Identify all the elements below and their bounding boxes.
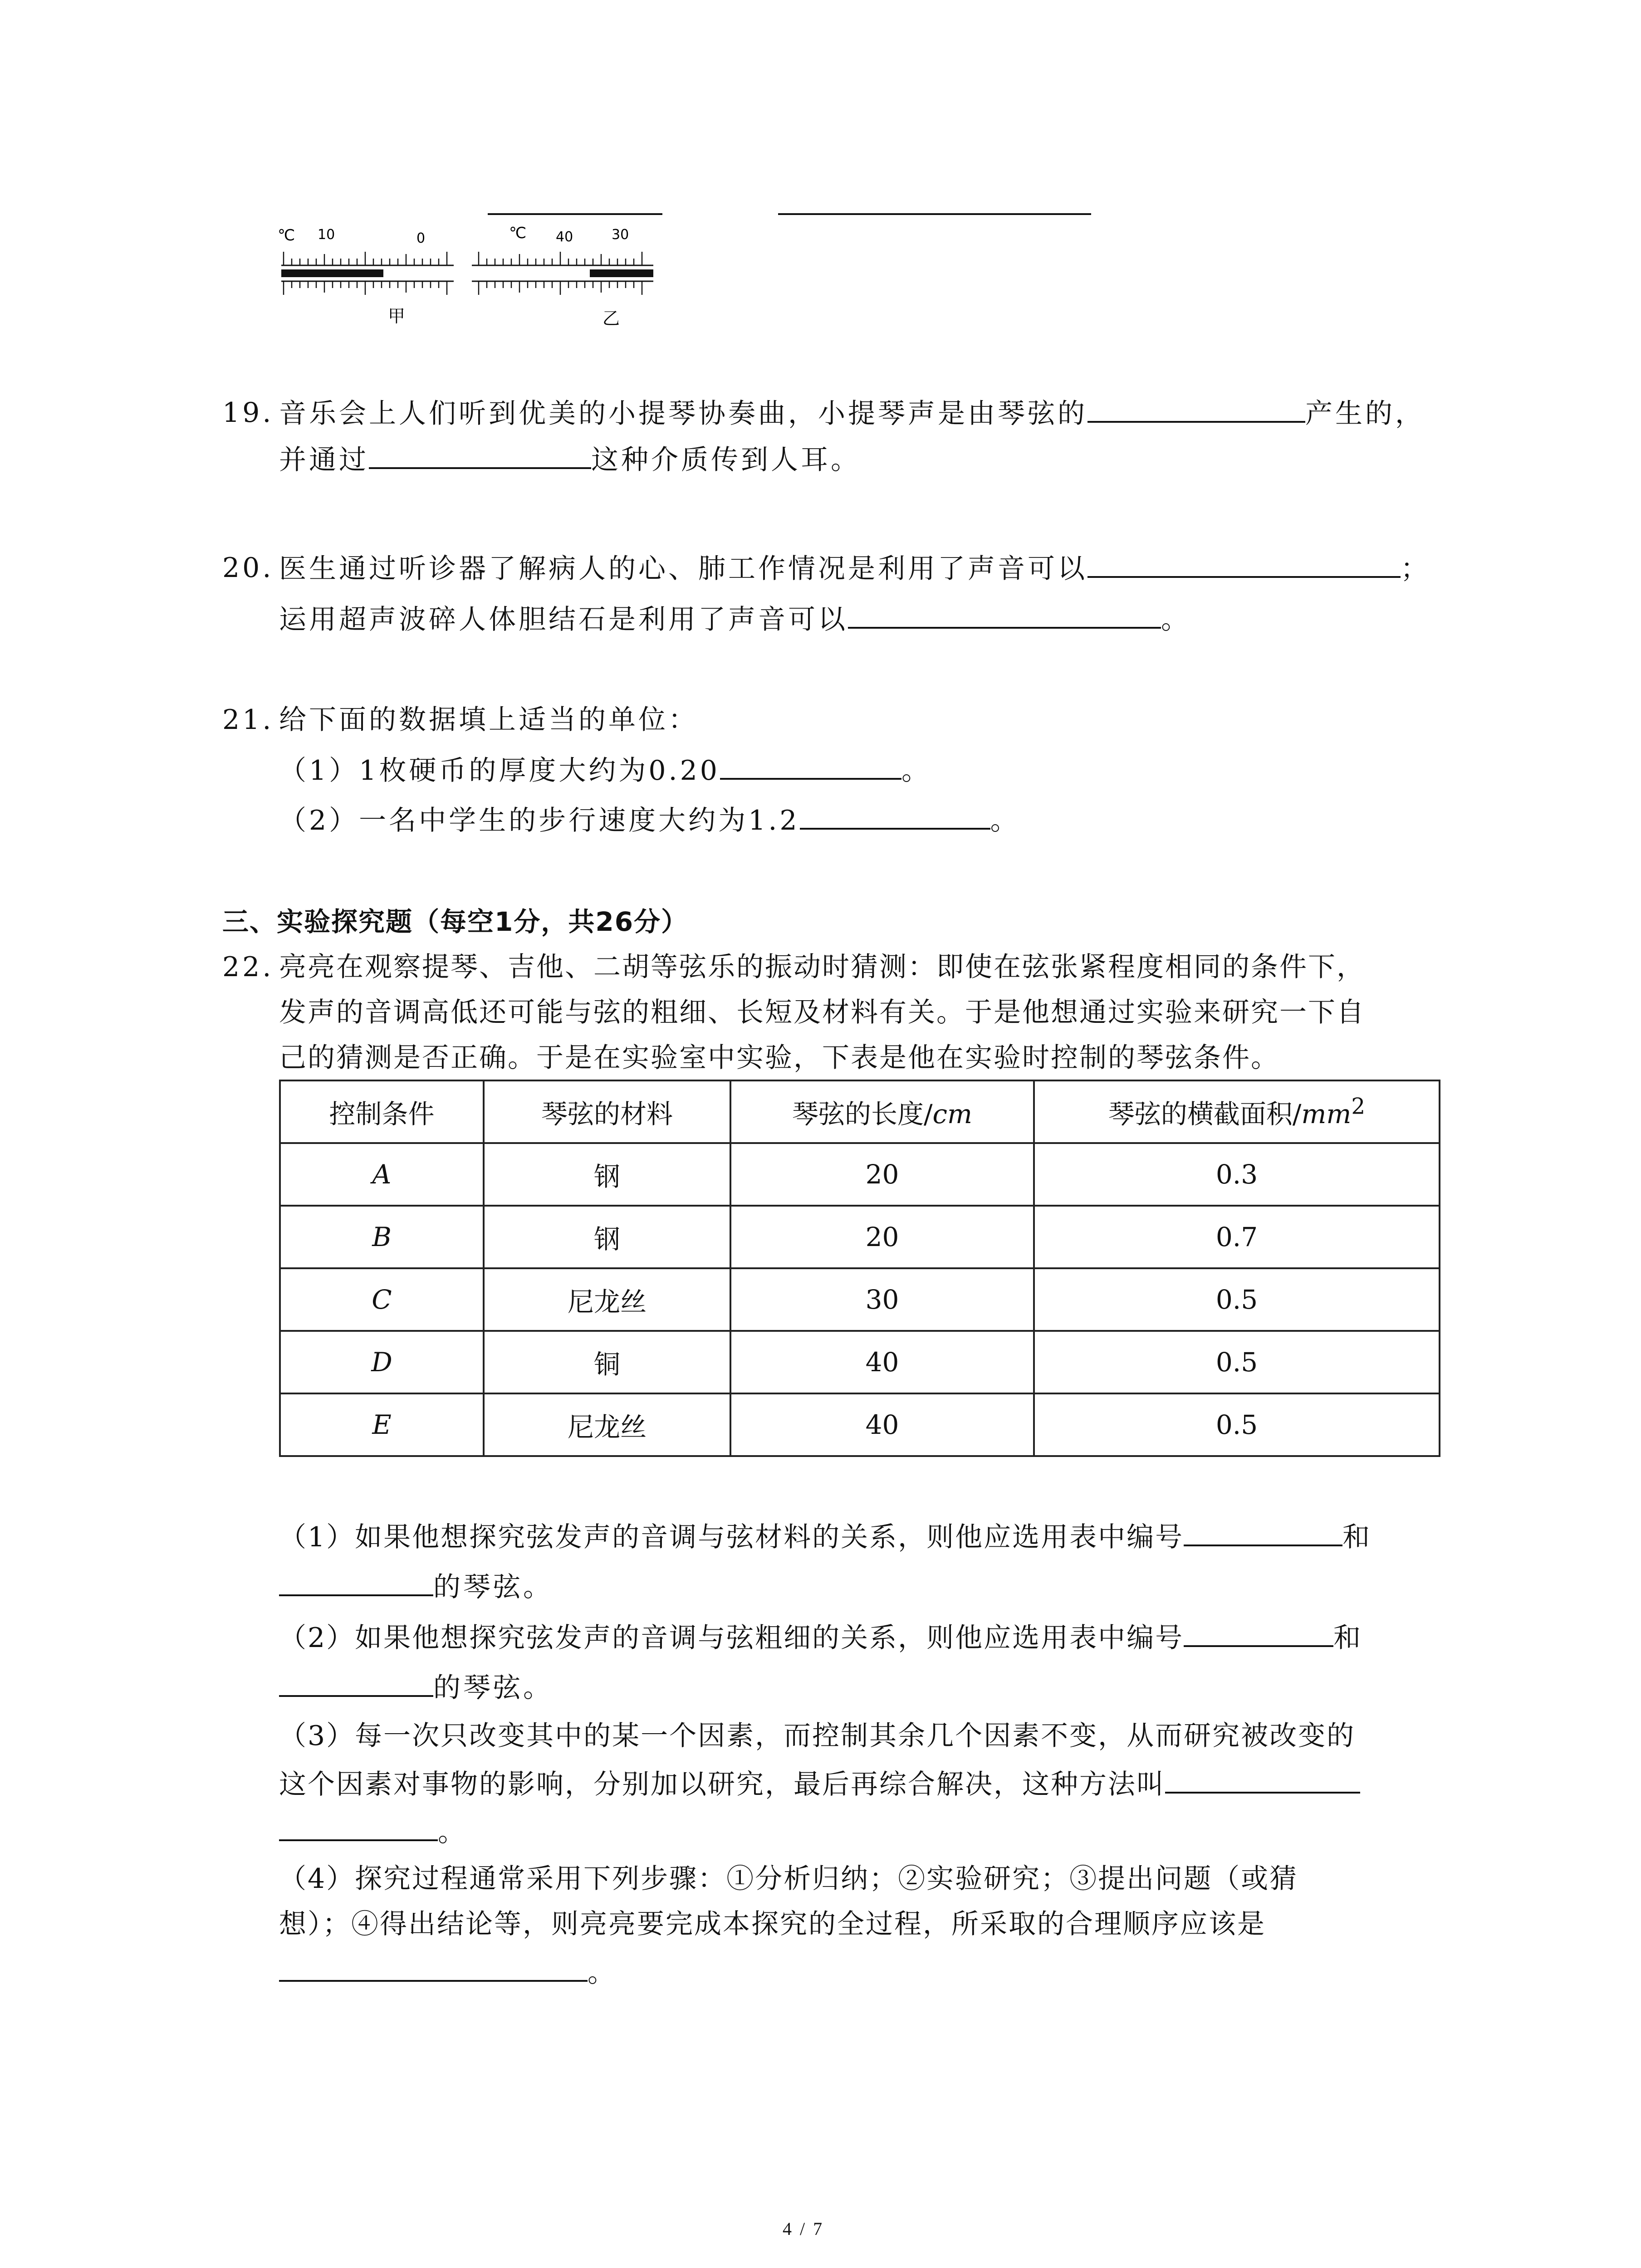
tick-label: 40 — [556, 229, 573, 245]
q19-text-c: 并通过 — [279, 444, 369, 476]
figure-caption: 乙 — [603, 308, 620, 328]
q20-text-b: ； — [1401, 553, 1430, 585]
q22-sub4-end: 。 — [588, 1957, 617, 1989]
table-row — [280, 1206, 1440, 1268]
header-text: 琴弦的横截面积/ — [1108, 1099, 1302, 1129]
q21-p2-text: （2）一名中学生的步行速度大约为1.2 — [279, 805, 800, 836]
q20-text-c: 运用超声波碎人体胆结石是利用了声音可以 — [279, 604, 848, 635]
table-cell: 钢 — [484, 1206, 730, 1268]
question-21-stem: 给下面的数据填上适当的单位： — [279, 704, 698, 736]
table-cell: B — [280, 1206, 484, 1268]
table-row — [280, 1143, 1440, 1206]
header-unit-sup: 2 — [1351, 1094, 1366, 1119]
string-conditions-table — [279, 1080, 1440, 1457]
q22-sub4-line-3 — [279, 1953, 617, 1992]
q22-sub3-line-3 — [279, 1812, 468, 1851]
thermometer-yi — [472, 224, 653, 328]
q22-sub2-end: 的琴弦。 — [433, 1672, 553, 1704]
q22-sub2-and: 和 — [1333, 1622, 1362, 1654]
question-21-number: 21. — [222, 704, 274, 736]
q22-sub4-line-2: 想）；④得出结论等，则亮亮要完成本探究的全过程，所采取的合理顺序应该是 — [279, 1908, 1266, 1940]
answer-blank[interactable] — [369, 440, 591, 469]
q22-sub2-text: （2）如果他想探究弦发声的音调与弦粗细的关系，则他应选用表中编号 — [279, 1622, 1184, 1654]
answer-blank[interactable] — [848, 600, 1161, 629]
answer-blank[interactable] — [1087, 549, 1401, 578]
q19-text-b: 产生的， — [1305, 398, 1425, 430]
table-cell: 0.3 — [1034, 1143, 1440, 1206]
q22-sub1-text: （1）如果他想探究弦发声的音调与弦材料的关系，则他应选用表中编号 — [279, 1521, 1184, 1553]
q19-text-a: 音乐会上人们听到优美的小提琴协奏曲，小提琴声是由琴弦的 — [279, 398, 1087, 430]
q20-text-d: 。 — [1161, 604, 1191, 635]
q22-sub2-line-1 — [279, 1618, 1362, 1657]
answer-blank[interactable] — [279, 1668, 433, 1697]
table-row — [280, 1331, 1440, 1393]
answer-blank[interactable] — [279, 1567, 433, 1596]
table-cell: 0.5 — [1034, 1393, 1440, 1456]
header-cell — [730, 1080, 1034, 1143]
q21-p1-end: 。 — [901, 755, 931, 787]
answer-blank[interactable] — [1184, 1618, 1333, 1647]
question-20-line-2 — [279, 600, 1191, 639]
table-cell: 尼龙丝 — [484, 1393, 730, 1456]
q21-p1-text: （1）1枚硬币的厚度大约为0.20 — [279, 755, 720, 787]
table-cell: A — [280, 1143, 484, 1206]
question-20-number: 20. — [222, 552, 274, 584]
question-21-part-2 — [279, 801, 1020, 840]
table-cell: 30 — [730, 1268, 1034, 1331]
question-19-line-2 — [279, 440, 861, 479]
q22-sub2-line-2 — [279, 1668, 553, 1707]
question-21-part-1 — [279, 751, 931, 790]
question-19-number: 19. — [222, 397, 274, 429]
q19-text-d: 这种介质传到人耳。 — [591, 444, 861, 476]
table-row — [280, 1393, 1440, 1456]
table-cell: 0.5 — [1034, 1268, 1440, 1331]
header-unit: mm — [1301, 1099, 1352, 1129]
question-19-line-1 — [279, 394, 1425, 433]
answer-blank[interactable] — [1184, 1517, 1342, 1546]
table-header-row — [280, 1080, 1440, 1143]
answer-blank[interactable] — [778, 213, 1091, 215]
q22-sub1-line-2 — [279, 1567, 553, 1606]
table-cell: 20 — [730, 1143, 1034, 1206]
question-20-line-1 — [279, 549, 1430, 588]
tick-label: 30 — [612, 227, 629, 243]
header-cell — [1034, 1080, 1440, 1143]
question-22-number: 22. — [222, 951, 274, 983]
header-unit: cm — [932, 1099, 973, 1129]
answer-blank[interactable] — [720, 751, 901, 780]
table-cell: C — [280, 1268, 484, 1331]
section-heading: 三、实验探究题（每空1分，共26分） — [222, 906, 689, 937]
question-22-stem-3: 己的猜测是否正确。于是在实验室中实验，下表是他在实验时控制的琴弦条件。 — [279, 1042, 1279, 1074]
table-cell: 铜 — [484, 1331, 730, 1393]
answer-blank[interactable] — [1087, 394, 1305, 423]
page-number: 4 / 7 — [783, 2219, 824, 2239]
thermometer-figure — [272, 213, 671, 336]
q21-p2-end: 。 — [990, 805, 1020, 836]
table-cell: E — [280, 1393, 484, 1456]
question-22-stem-2: 发声的音调高低还可能与弦的粗细、长短及材料有关。于是他想通过实验来研究一下自 — [279, 997, 1365, 1028]
table-cell: 40 — [730, 1331, 1034, 1393]
answer-blank[interactable] — [279, 1953, 588, 1982]
header-cell: 控制条件 — [280, 1080, 484, 1143]
q22-sub3-line-2 — [279, 1765, 1360, 1804]
unit-label: ℃ — [278, 226, 295, 244]
table-row — [280, 1268, 1440, 1331]
header-cell: 琴弦的材料 — [484, 1080, 730, 1143]
table-cell: 40 — [730, 1393, 1034, 1456]
thermometer-jia — [278, 226, 454, 326]
table-cell: 0.7 — [1034, 1206, 1440, 1268]
q22-sub3-end: 。 — [438, 1816, 468, 1848]
header-text: 琴弦的长度/ — [792, 1099, 933, 1129]
figure-caption: 甲 — [388, 306, 406, 326]
table-cell: 钢 — [484, 1143, 730, 1206]
tick-label: 0 — [416, 230, 426, 246]
table-cell: 20 — [730, 1206, 1034, 1268]
q22-sub3-text: 这个因素对事物的影响，分别加以研究，最后再综合解决，这种方法叫 — [279, 1769, 1165, 1800]
q22-sub1-and: 和 — [1342, 1521, 1372, 1553]
tick-label: 10 — [318, 227, 335, 243]
answer-blank[interactable] — [279, 1812, 438, 1841]
table-cell: D — [280, 1331, 484, 1393]
q22-sub1-line-1 — [279, 1517, 1371, 1556]
unit-label: ℃ — [509, 224, 527, 242]
table-cell: 尼龙丝 — [484, 1268, 730, 1331]
answer-blank[interactable] — [800, 801, 990, 830]
q22-sub1-end: 的琴弦。 — [433, 1571, 553, 1603]
q22-sub3-line-1: （3）每一次只改变其中的某一个因素，而控制其余几个因素不变，从而研究被改变的 — [279, 1720, 1356, 1752]
table-cell: 0.5 — [1034, 1331, 1440, 1393]
q20-text-a: 医生通过听诊器了解病人的心、肺工作情况是利用了声音可以 — [279, 553, 1087, 585]
question-22-stem-1: 亮亮在观察提琴、吉他、二胡等弦乐的振动时猜测：即使在弦张紧程度相同的条件下， — [279, 951, 1365, 983]
answer-blank[interactable] — [1165, 1765, 1360, 1794]
q22-sub4-line-1: （4）探究过程通常采用下列步骤：①分析归纳；②实验研究；③提出问题（或猜 — [279, 1863, 1298, 1895]
